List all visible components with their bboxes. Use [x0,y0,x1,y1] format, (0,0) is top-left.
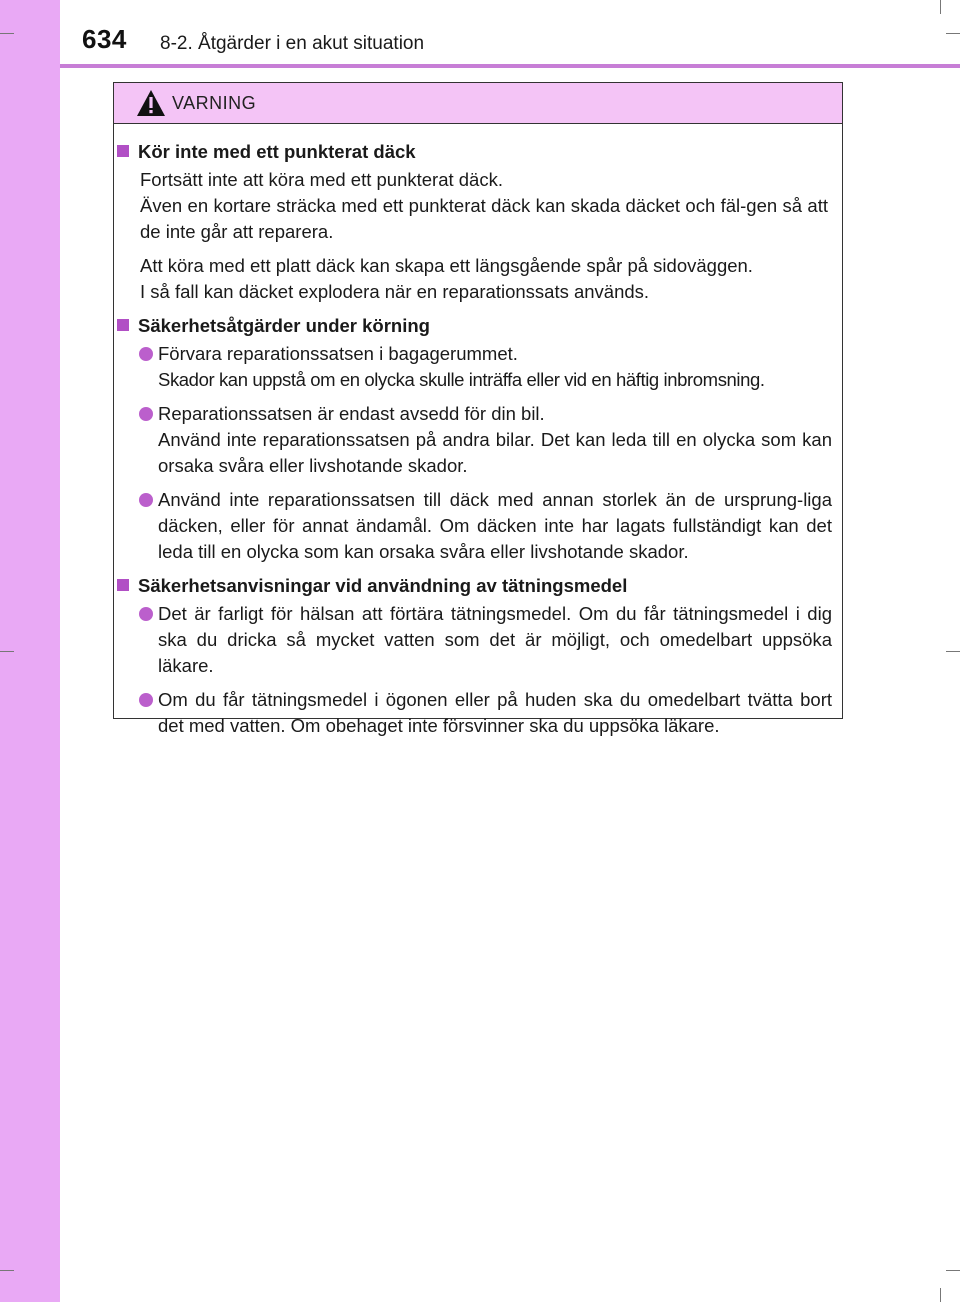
bullet-item [114,341,842,393]
crop-mark [946,33,960,34]
paragraph-line: Att köra med ett platt däck kan skapa ett längsgående spår på sidoväggen. [140,255,753,276]
warning-header [114,83,842,124]
section-title: 8-2. Åtgärder i en akut situation [160,33,425,54]
section-heading [114,573,842,599]
header-rule [60,64,960,68]
paragraph [114,167,842,245]
section-heading [114,139,842,165]
warning-content [114,139,842,747]
crop-mark [0,33,14,34]
bullet-line: Skador kan uppstå om en olycka skulle inträffa eller vid en häftig inbromsning. [158,369,765,390]
crop-mark [940,1288,941,1302]
bullet-item [114,401,842,479]
crop-mark [0,1270,14,1271]
heading-square-icon [117,145,129,157]
heading-text: Kör inte med ett punkterat däck [138,141,416,162]
crop-mark [946,651,960,652]
bullet-line: Använd inte reparationssatsen till däck med annan storlek än de ursprung-liga däcken, eller för annat ändamål. Om däcken inte har lagats fullständigt kan det leda till en olycka som kan orsaka svåra eller livshotande skador. [158,489,832,562]
paragraph-line: Även en kortare sträcka med ett punkterat däck kan skada däcket och fäl-gen så att de inte går att reparera. [140,195,828,242]
bullet-dot-icon [139,693,153,707]
crop-mark [940,0,941,14]
heading-square-icon [117,579,129,591]
bullet-line: Om du får tätningsmedel i ögonen eller på huden ska du omedelbart tvätta bort det med vatten. Om obehaget inte försvinner ska du uppsöka läkare. [158,689,832,736]
bullet-item [114,687,842,739]
bullet-line: Förvara reparationssatsen i bagagerummet. [158,343,518,364]
warning-triangle-icon [136,89,166,117]
bullet-dot-icon [139,493,153,507]
paragraph [114,253,842,305]
bullet-line: Det är farligt för hälsan att förtära tätningsmedel. Om du får tätningsmedel i dig ska du dricka så mycket vatten som det är möjligt, och omedelbart uppsöka läkare. [158,603,832,676]
paragraph-line: Fortsätt inte att köra med ett punkterat däck. [140,169,503,190]
bullet-item [114,601,842,679]
paragraph-line: I så fall kan däcket explodera när en reparationssats används. [140,281,650,302]
bullet-dot-icon [139,347,153,361]
crop-mark [946,1270,960,1271]
crop-mark [0,651,14,652]
bullet-line: Använd inte reparationssatsen på andra bilar. Det kan leda till en olycka som kan orsaka svåra eller livshotande skador. [158,429,832,476]
bullet-item [114,487,842,565]
heading-text: Säkerhetsanvisningar vid användning av tätningsmedel [138,575,628,596]
bullet-dot-icon [139,407,153,421]
page-number: 634 [82,24,127,54]
heading-text: Säkerhetsåtgärder under körning [138,315,430,336]
warning-label: VARNING [172,93,257,113]
section-heading [114,313,842,339]
bullet-dot-icon [139,607,153,621]
bullet-line: Reparationssatsen är endast avsedd för din bil. [158,403,545,424]
heading-square-icon [117,319,129,331]
warning-box [113,82,843,736]
